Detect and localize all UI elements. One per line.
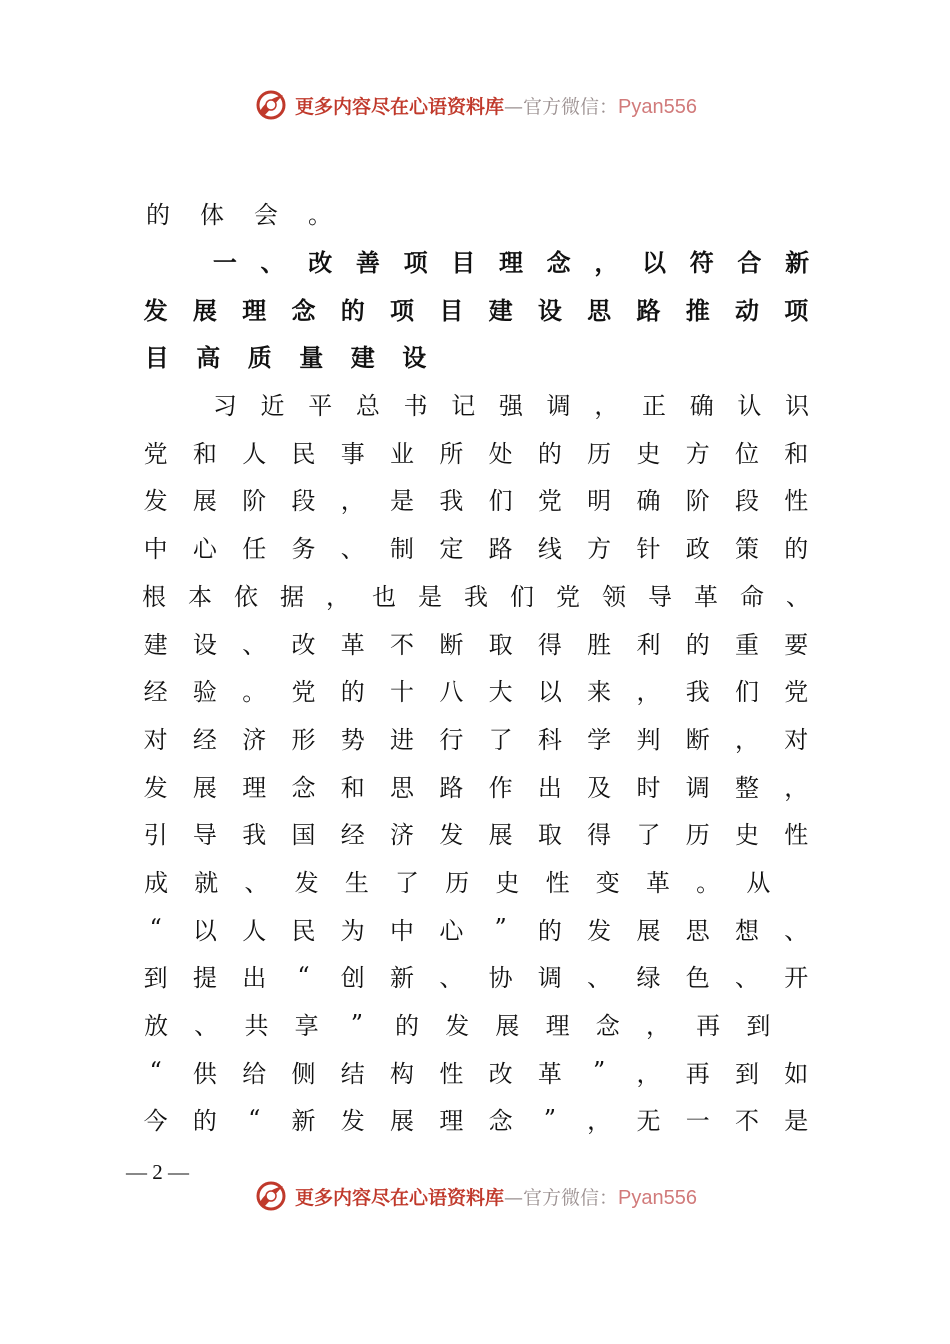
paragraph-line: 建 设 、 改 革 不 断 取 得 胜 利 的 重 要 bbox=[143, 630, 809, 659]
paragraph-line: 发 展 阶 段 ， 是 我 们 党 明 确 阶 段 性 bbox=[143, 487, 809, 516]
watermark-prefix: 更多内容尽在心语资料库 bbox=[295, 95, 505, 118]
paragraph-line: 经 验 。 党 的 十 八 大 以 来 ， 我 们 党 bbox=[143, 678, 809, 707]
paragraph-line: 今 的 “ 新 发 展 理 念 ” ， 无 一 不 是 bbox=[143, 1104, 809, 1136]
watermark-banner-bottom bbox=[0, 1174, 950, 1218]
document-body bbox=[131, 189, 821, 1143]
watermark-banner-content bbox=[253, 87, 697, 123]
watermark-account: Pyan556 bbox=[618, 1186, 697, 1209]
paragraph-line: “ 以 人 民 为 中 心 ” 的 发 展 思 想 、 bbox=[149, 914, 809, 945]
watermark-prefix: 更多内容尽在心语资料库 bbox=[295, 1186, 505, 1209]
paragraph-line: 对 经 济 形 势 进 行 了 科 学 判 断 ， 对 bbox=[143, 725, 809, 754]
paragraph-line: 习 近 平 总 书 记 强 调 ， 正 确 认 识 bbox=[212, 392, 810, 421]
paragraph-line: 发 展 理 念 和 思 路 作 出 及 时 调 整 ， bbox=[143, 773, 809, 802]
paragraph-line: “ 供 给 侧 结 构 性 改 革 ” ， 再 到 如 bbox=[149, 1057, 809, 1088]
paragraph-line: 党 和 人 民 事 业 所 处 的 历 史 方 位 和 bbox=[143, 439, 809, 468]
paragraph-line: 根 本 依 据 ， 也 是 我 们 党 领 导 革 命 、 bbox=[142, 582, 810, 611]
paragraph-line: 引 导 我 国 经 济 发 展 取 得 了 历 史 性 bbox=[143, 821, 809, 850]
watermark-account: Pyan556 bbox=[618, 95, 697, 118]
paragraph-line: 成 就 、 发 生 了 历 史 性 变 革 。 从 bbox=[144, 868, 771, 897]
watermark-text bbox=[295, 92, 697, 119]
paragraph-line: 放 、 共 享 ” 的 发 展 理 念 ， 再 到 bbox=[144, 1009, 771, 1041]
paragraph-line: 到 提 出 “ 创 新 、 协 调 、 绿 色 、 开 bbox=[143, 961, 809, 993]
section-heading-line: 一 、 改 善 项 目 理 念 ， 以 符 合 新 bbox=[212, 248, 810, 278]
paragraph-line: 中 心 任 务 、 制 定 路 线 方 针 政 策 的 bbox=[143, 535, 809, 564]
watermark-suffix: —官方微信： bbox=[504, 1186, 619, 1209]
section-heading-line: 目 高 质 量 建 设 bbox=[144, 343, 427, 373]
section-heading-line: 发 展 理 念 的 项 目 建 设 思 路 推 动 项 bbox=[143, 295, 809, 325]
watermark-text bbox=[295, 1183, 697, 1210]
watermark-banner-top bbox=[0, 83, 950, 127]
paragraph-line: 的 体 会 。 bbox=[146, 201, 332, 230]
page-number: — 2 — bbox=[126, 1160, 189, 1184]
fountain-pen-swirl-icon bbox=[253, 1178, 289, 1214]
watermark-banner-content bbox=[253, 1178, 697, 1214]
fountain-pen-swirl-icon bbox=[253, 87, 289, 123]
watermark-suffix: —官方微信： bbox=[504, 95, 619, 118]
